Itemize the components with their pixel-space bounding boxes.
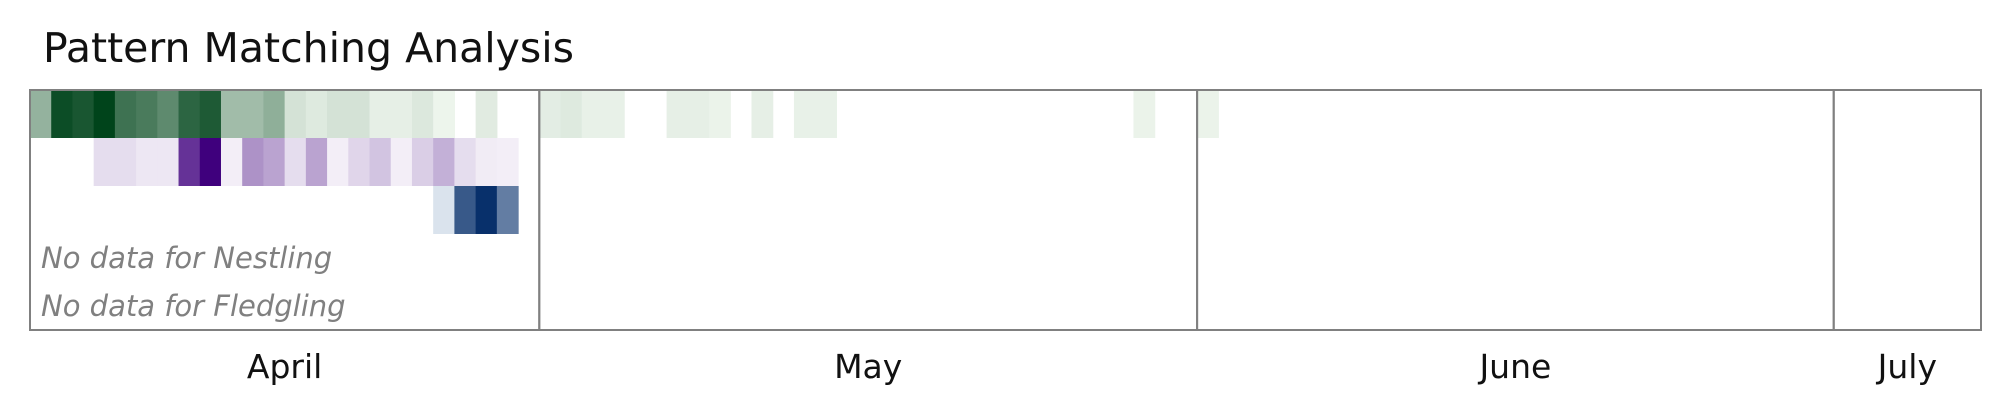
heatmap-cell: [391, 138, 413, 186]
heatmap-cell: [561, 90, 583, 138]
heatmap-cell: [667, 90, 689, 138]
heatmap-cell: [815, 90, 837, 138]
heatmap-cell: [794, 90, 816, 138]
heatmap-cell: [94, 138, 116, 186]
heatmap-cell: [285, 138, 307, 186]
heatmap-cell: [30, 90, 52, 138]
heatmap-cell: [370, 138, 392, 186]
heatmap-cell: [433, 138, 455, 186]
empty-row-label: No data for Fledgling: [41, 289, 346, 323]
heatmap-cell: [348, 138, 370, 186]
heatmap-cell: [327, 90, 349, 138]
heatmap-cell: [433, 90, 455, 138]
heatmap-cell: [476, 138, 498, 186]
heatmap-cell: [688, 90, 710, 138]
chart-title: Pattern Matching Analysis: [43, 24, 574, 72]
heatmap-cell: [51, 90, 73, 138]
heatmap-cell: [179, 90, 201, 138]
month-label: July: [1877, 347, 1938, 386]
heatmap-cell: [285, 90, 307, 138]
heatmap-cell: [263, 90, 285, 138]
month-label: April: [246, 347, 323, 386]
heatmap-cell: [582, 90, 604, 138]
heatmap-cell: [391, 90, 413, 138]
month-label: June: [1479, 347, 1552, 386]
heatmap-cell: [709, 90, 731, 138]
heatmap-cell: [1133, 90, 1155, 138]
heatmap-cell: [306, 90, 328, 138]
heatmap-cell: [115, 138, 137, 186]
heatmap-cell: [221, 90, 243, 138]
heatmap-cell: [242, 90, 264, 138]
heatmap-cell: [476, 186, 498, 234]
heatmap-cell: [200, 90, 222, 138]
heatmap-cell: [370, 90, 392, 138]
heatmap-cell: [497, 138, 519, 186]
heatmap-cell: [263, 138, 285, 186]
heatmap-cell: [412, 138, 434, 186]
heatmap-cell: [72, 90, 94, 138]
heatmap-cell: [179, 138, 201, 186]
heatmap-cell: [200, 138, 222, 186]
month-label: May: [834, 347, 903, 386]
heatmap-cell: [327, 138, 349, 186]
heatmap-cell: [94, 90, 116, 138]
heatmap-cell: [539, 90, 561, 138]
heatmap-cell: [136, 138, 158, 186]
heatmap-cell: [412, 90, 434, 138]
month-frame: [1197, 90, 1834, 330]
heatmap-cell: [454, 186, 476, 234]
heatmap-cell: [476, 90, 498, 138]
empty-row-labels: [41, 241, 346, 323]
heatmap-cell: [115, 90, 137, 138]
heatmap-cell: [136, 90, 158, 138]
heatmap-cell: [1197, 90, 1219, 138]
heatmap-cells: [30, 90, 1219, 234]
heatmap-cell: [221, 138, 243, 186]
heatmap-cell: [454, 138, 476, 186]
heatmap-cell: [306, 138, 328, 186]
heatmap-cell: [348, 90, 370, 138]
heatmap-cell: [242, 138, 264, 186]
month-frame: [1834, 90, 1981, 330]
heatmap-cell: [497, 186, 519, 234]
heatmap-cell: [157, 90, 179, 138]
heatmap-cell: [433, 186, 455, 234]
month-frame: [539, 90, 1197, 330]
month-labels: [247, 347, 1937, 386]
empty-row-label: No data for Nestling: [41, 241, 333, 275]
heatmap-cell: [157, 138, 179, 186]
heatmap-cell: [603, 90, 625, 138]
heatmap-cell: [751, 90, 773, 138]
